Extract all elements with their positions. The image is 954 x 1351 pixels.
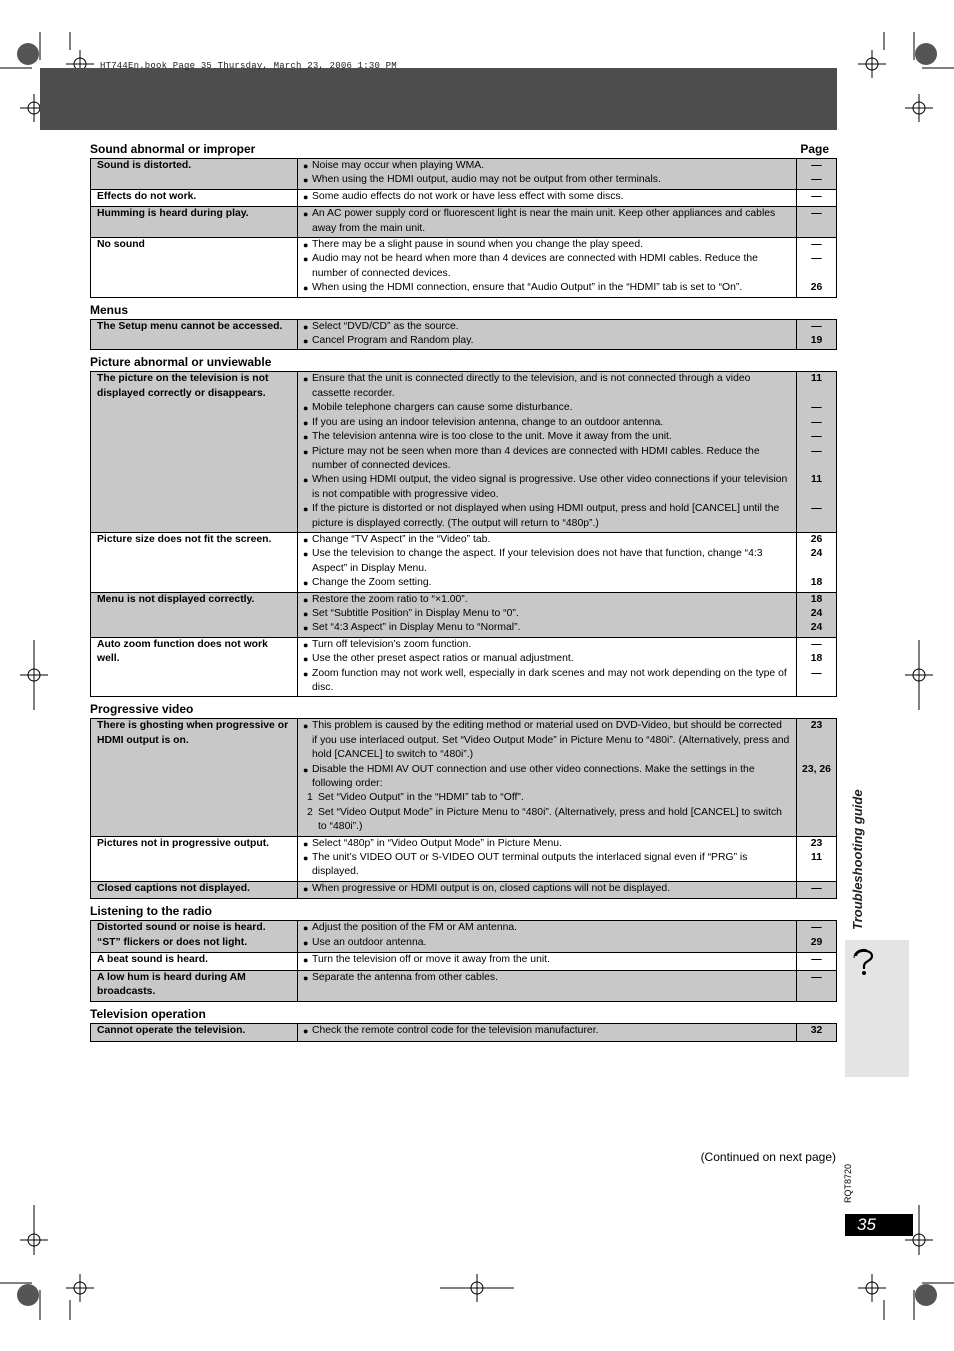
solution-text: Some audio effects do not work or have less effect with some discs. bbox=[312, 190, 624, 202]
table-row bbox=[91, 719, 837, 836]
problem-cell: Auto zoom function does not work well. bbox=[91, 637, 298, 697]
solution-text: If the picture is distorted or not displayed when using HDMI output, press and hold [CANCEL] until the picture is displayed correctly. (The output will return to “480p”.) bbox=[312, 503, 780, 529]
table-row bbox=[91, 319, 837, 350]
solution-cell bbox=[298, 637, 797, 697]
solution-text: Restore the zoom ratio to “×1.00”. bbox=[312, 593, 468, 605]
page-ref: — bbox=[811, 445, 822, 457]
step-number: 2 bbox=[307, 806, 313, 818]
solution-item bbox=[303, 207, 790, 236]
problem-cell: There is ghosting when progressive or HDMI output is on. bbox=[91, 719, 298, 836]
solution-item bbox=[303, 1024, 790, 1038]
page-ref-cell bbox=[797, 319, 837, 350]
solution-item bbox=[303, 936, 790, 950]
troubleshooting-content bbox=[90, 141, 837, 1046]
bullet-icon: ● bbox=[303, 1026, 309, 1037]
troubleshooting-table bbox=[90, 920, 837, 1002]
solution-text: Audio may not be heard when more than 4 devices are connected with HDMI cables. Reduce the number of connected devices. bbox=[312, 253, 758, 279]
solution-item bbox=[303, 719, 790, 762]
page-ref: 24 bbox=[810, 607, 823, 619]
solution-cell bbox=[298, 207, 797, 238]
bullet-icon: ● bbox=[303, 608, 309, 619]
problem-cell: Menu is not displayed correctly. bbox=[91, 592, 298, 637]
solution-text: There may be a slight pause in sound when you change the play speed. bbox=[312, 239, 643, 251]
bullet-icon: ● bbox=[303, 623, 309, 634]
section-title bbox=[90, 701, 837, 718]
solution-cell bbox=[298, 319, 797, 350]
section-title-text: Sound abnormal or improper bbox=[90, 142, 256, 156]
page-ref: — bbox=[811, 402, 822, 414]
page-ref: — bbox=[811, 320, 822, 332]
page-ref: 11 bbox=[811, 373, 822, 385]
page-ref: — bbox=[811, 239, 822, 251]
table-row bbox=[91, 921, 837, 953]
solution-text: Change “TV Aspect” in the “Video” tab. bbox=[312, 533, 491, 545]
problem-cell: Humming is heard during play. bbox=[91, 207, 298, 238]
bullet-icon: ● bbox=[303, 191, 309, 202]
solution-cell bbox=[298, 970, 797, 1002]
solution-item bbox=[303, 173, 790, 187]
bullet-icon: ● bbox=[303, 161, 309, 171]
bullet-icon: ● bbox=[303, 853, 309, 864]
solution-item bbox=[303, 430, 790, 444]
page-ref-cell bbox=[797, 970, 837, 1002]
page-ref: 11 bbox=[811, 852, 822, 864]
bullet-icon: ● bbox=[303, 972, 309, 983]
bullet-icon: ● bbox=[303, 764, 309, 775]
problem-cell: The picture on the television is not displayed correctly or disappears. bbox=[91, 372, 298, 532]
solution-text: When using the HDMI connection, ensure that “Audio Output” in the “HDMI” tab is set to “On”. bbox=[312, 282, 743, 294]
solution-item bbox=[303, 334, 790, 348]
table-row bbox=[91, 207, 837, 238]
solution-text: Select “DVD/CD” as the source. bbox=[312, 320, 459, 332]
troubleshooting-table bbox=[90, 1023, 837, 1041]
solution-text: Disable the HDMI AV OUT connection and use other video connections. Make the settings in the following order: bbox=[312, 763, 755, 790]
page-ref-cell bbox=[797, 238, 837, 298]
bullet-icon: ● bbox=[303, 446, 309, 457]
solution-text: Set “4:3 Aspect” in Display Menu to “Normal”. bbox=[312, 622, 521, 634]
sidebar-title: Troubleshooting guide bbox=[850, 789, 865, 930]
solution-cell bbox=[298, 881, 797, 898]
table-row bbox=[91, 1024, 837, 1041]
table-row bbox=[91, 881, 837, 898]
solution-item bbox=[303, 445, 790, 474]
solution-text: Cancel Program and Random play. bbox=[312, 335, 474, 347]
troubleshooting-table bbox=[90, 158, 837, 298]
page-ref: 32 bbox=[810, 1025, 823, 1037]
page-ref-cell bbox=[797, 881, 837, 898]
problem-cell: Distorted sound or noise is heard. “ST” flickers or does not light. bbox=[91, 921, 298, 953]
section-title bbox=[90, 141, 837, 158]
solution-item bbox=[303, 502, 790, 531]
bullet-icon: ● bbox=[303, 534, 309, 545]
bullet-icon: ● bbox=[303, 668, 309, 679]
page-ref-cell bbox=[797, 592, 837, 637]
troubleshooting-table bbox=[90, 718, 837, 899]
page-ref-cell bbox=[797, 921, 837, 953]
bullet-icon: ● bbox=[303, 175, 309, 186]
solution-text: Set “Video Output Mode” in Picture Menu to “480i”. (Alternatively, press and hold [CANCEL] to switch to “480i”.) bbox=[318, 806, 782, 833]
page-ref: — bbox=[811, 638, 822, 650]
table-row bbox=[91, 637, 837, 697]
page-ref-cell bbox=[797, 836, 837, 881]
solution-item bbox=[303, 921, 790, 935]
problem-cell: No sound bbox=[91, 238, 298, 298]
problem-cell: Sound is distorted. bbox=[91, 159, 298, 190]
solution-item bbox=[303, 372, 790, 401]
solution-item bbox=[303, 238, 790, 252]
page-ref-cell bbox=[797, 953, 837, 970]
solution-item bbox=[303, 638, 790, 652]
bullet-icon: ● bbox=[303, 937, 309, 948]
solution-text: The television antenna wire is too close to the unit. Move it away from the unit. bbox=[312, 431, 672, 443]
page-ref: 18 bbox=[810, 593, 823, 605]
table-row bbox=[91, 189, 837, 206]
page-ref: 18 bbox=[810, 653, 823, 665]
solution-item bbox=[303, 159, 790, 173]
section-title-text: Menus bbox=[90, 302, 129, 317]
page-ref: — bbox=[811, 208, 822, 220]
bullet-icon: ● bbox=[303, 549, 309, 560]
continued-note: (Continued on next page) bbox=[700, 1150, 836, 1164]
problem-cell: The Setup menu cannot be accessed. bbox=[91, 319, 298, 350]
solution-item bbox=[303, 667, 790, 696]
solution-cell bbox=[298, 719, 797, 836]
page-number: 35 bbox=[845, 1214, 913, 1236]
section-title-text: Television operation bbox=[90, 1007, 206, 1022]
problem-cell: Closed captions not displayed. bbox=[91, 881, 298, 898]
problem-cell: A beat sound is heard. bbox=[91, 953, 298, 970]
problem-cell: Picture size does not fit the screen. bbox=[91, 532, 298, 592]
solution-item bbox=[303, 837, 790, 851]
table-row bbox=[91, 970, 837, 1002]
solution-text: Set “Video Output” in the “HDMI” tab to “Off”. bbox=[318, 792, 524, 804]
bullet-icon: ● bbox=[303, 578, 309, 589]
solution-item bbox=[303, 190, 790, 204]
step-number: 1 bbox=[307, 792, 313, 804]
table-row bbox=[91, 159, 837, 190]
section-title bbox=[90, 354, 837, 371]
solution-item bbox=[303, 851, 790, 880]
solution-text: Noise may occur when playing WMA. bbox=[312, 160, 485, 171]
bullet-icon: ● bbox=[303, 417, 309, 428]
page-ref: — bbox=[811, 174, 822, 186]
bullet-icon: ● bbox=[303, 504, 309, 515]
bullet-icon: ● bbox=[303, 883, 309, 894]
header-bar bbox=[40, 68, 837, 130]
page-ref-cell bbox=[797, 189, 837, 206]
bullet-icon: ● bbox=[303, 594, 309, 605]
solution-cell bbox=[298, 1024, 797, 1041]
page-ref: — bbox=[811, 667, 822, 679]
solution-cell bbox=[298, 372, 797, 532]
solution-text: When using the HDMI output, audio may not be output from other terminals. bbox=[312, 174, 661, 186]
problem-cell: Effects do not work. bbox=[91, 189, 298, 206]
problem-cell: A low hum is heard during AM broadcasts. bbox=[91, 970, 298, 1002]
doc-code: RQT8720 bbox=[843, 1163, 853, 1203]
table-row bbox=[91, 532, 837, 592]
table-row bbox=[91, 238, 837, 298]
bullet-icon: ● bbox=[303, 432, 309, 443]
page-ref-cell bbox=[797, 719, 837, 836]
page-ref bbox=[797, 806, 836, 835]
solution-text: Select “480p” in “Video Output Mode” in Picture Menu. bbox=[312, 837, 562, 849]
solution-item bbox=[303, 252, 790, 281]
page-ref-cell bbox=[797, 159, 837, 190]
section-title-text: Progressive video bbox=[90, 702, 194, 717]
bullet-icon: ● bbox=[303, 475, 309, 486]
solution-item bbox=[303, 652, 790, 666]
solution-item bbox=[303, 763, 790, 792]
bullet-icon: ● bbox=[303, 283, 309, 294]
solution-item bbox=[303, 547, 790, 576]
page-ref: — bbox=[811, 503, 822, 515]
solution-item bbox=[303, 416, 790, 430]
solution-text: Separate the antenna from other cables. bbox=[312, 971, 498, 983]
section-title bbox=[90, 903, 837, 920]
solution-item bbox=[303, 953, 790, 967]
page-ref: 24 bbox=[810, 622, 823, 634]
solution-cell bbox=[298, 189, 797, 206]
bullet-icon: ● bbox=[303, 321, 309, 332]
section-title-text: Listening to the radio bbox=[90, 904, 212, 919]
section-title bbox=[90, 302, 837, 319]
bullet-icon: ● bbox=[303, 374, 309, 385]
page-ref: — bbox=[811, 954, 822, 966]
solution-text: Use the other preset aspect ratios or manual adjustment. bbox=[312, 653, 574, 665]
troubleshooting-table bbox=[90, 371, 837, 697]
page-ref: 26 bbox=[810, 533, 823, 545]
solution-text: When progressive or HDMI output is on, closed captions will not be displayed. bbox=[312, 882, 671, 894]
table-row bbox=[91, 592, 837, 637]
solution-cell bbox=[298, 592, 797, 637]
solution-item bbox=[303, 576, 790, 590]
solution-item bbox=[303, 473, 790, 502]
page-ref-cell bbox=[797, 1024, 837, 1041]
page-ref: 11 bbox=[811, 474, 822, 486]
problem-cell: Cannot operate the television. bbox=[91, 1024, 298, 1041]
page-ref: 18 bbox=[810, 577, 823, 589]
solution-text: When using HDMI output, the video signal is progressive. Use other video connections if your television is not compatible with progressive video. bbox=[312, 474, 788, 500]
bullet-icon: ● bbox=[303, 838, 309, 849]
solution-item bbox=[303, 621, 790, 635]
solution-text: Ensure that the unit is connected directly to the television, and is not connected through a video cassette recorder. bbox=[312, 373, 751, 399]
solution-item bbox=[303, 791, 790, 805]
solution-cell bbox=[298, 953, 797, 970]
solution-item bbox=[303, 281, 790, 295]
page-ref-cell bbox=[797, 532, 837, 592]
bullet-icon: ● bbox=[303, 209, 309, 220]
solution-text: Zoom function may not work well, especially in dark scenes and may not work depending on the type of disc. bbox=[312, 667, 787, 693]
page-ref: 23 bbox=[810, 720, 823, 732]
troubleshooting-table bbox=[90, 319, 837, 351]
problem-cell: Pictures not in progressive output. bbox=[91, 836, 298, 881]
bullet-icon: ● bbox=[303, 336, 309, 347]
solution-cell bbox=[298, 159, 797, 190]
solution-text: Use an outdoor antenna. bbox=[312, 936, 427, 948]
page-ref: 24 bbox=[810, 548, 823, 560]
question-icon bbox=[851, 947, 877, 977]
solution-text: An AC power supply cord or fluorescent light is near the main unit. Keep other appliances and cables away from the main unit. bbox=[312, 208, 776, 234]
page-ref: 19 bbox=[810, 335, 823, 347]
solution-item bbox=[303, 882, 790, 896]
page-ref-cell bbox=[797, 372, 837, 532]
page-ref: — bbox=[811, 431, 822, 443]
page-ref: 23 bbox=[810, 837, 823, 849]
page-column-label: Page bbox=[800, 142, 829, 156]
page-ref: 29 bbox=[810, 936, 823, 948]
solution-text: Turn off television’s zoom function. bbox=[312, 638, 472, 650]
solution-cell bbox=[298, 836, 797, 881]
bullet-icon: ● bbox=[303, 254, 309, 265]
page-ref: — bbox=[811, 253, 822, 265]
solution-item bbox=[303, 593, 790, 607]
page-ref: 23, 26 bbox=[802, 763, 831, 775]
solution-item bbox=[303, 320, 790, 334]
bullet-icon: ● bbox=[303, 721, 309, 732]
solution-text: Turn the television off or move it away from the unit. bbox=[312, 954, 550, 966]
page-ref bbox=[797, 791, 836, 805]
bullet-icon: ● bbox=[303, 639, 309, 650]
page-ref: 26 bbox=[810, 282, 823, 294]
solution-item bbox=[303, 971, 790, 985]
solution-text: Check the remote control code for the television manufacturer. bbox=[312, 1025, 599, 1037]
solution-text: Change the Zoom setting. bbox=[312, 577, 432, 589]
solution-cell bbox=[298, 532, 797, 592]
solution-cell bbox=[298, 238, 797, 298]
table-row bbox=[91, 953, 837, 970]
bullet-icon: ● bbox=[303, 923, 309, 934]
solution-cell bbox=[298, 921, 797, 953]
bullet-icon: ● bbox=[303, 240, 309, 251]
page-ref: — bbox=[811, 160, 822, 171]
solution-text: The unit’s VIDEO OUT or S-VIDEO OUT terminal outputs the interlaced signal even if “PRG” is displayed. bbox=[312, 852, 748, 878]
solution-text: Picture may not be seen when more than 4 devices are connected with HDMI cables. Reduce the number of connected devices. bbox=[312, 445, 760, 471]
section-title bbox=[90, 1006, 837, 1023]
file-info: HT744En.book Page 35 Thursday, March 23, 2006 1:30 PM bbox=[100, 61, 397, 71]
bullet-icon: ● bbox=[303, 955, 309, 966]
page-ref: — bbox=[811, 190, 822, 202]
solution-text: This problem is caused by the editing method or material used on DVD-Video, but should be corrected if you use interlaced output. Set “Video Output Mode” in Picture Menu to “480i”. (Alternatively, press and hold [CANCEL] to switch to “480i”.) bbox=[312, 720, 790, 761]
page-ref-cell bbox=[797, 637, 837, 697]
page-ref: — bbox=[811, 882, 822, 894]
solution-item bbox=[303, 607, 790, 621]
section-title-text: Picture abnormal or unviewable bbox=[90, 355, 272, 370]
bullet-icon: ● bbox=[303, 654, 309, 665]
solution-item bbox=[303, 401, 790, 415]
solution-text: Set “Subtitle Position” in Display Menu to “0”. bbox=[312, 607, 519, 619]
page-ref: — bbox=[811, 971, 822, 983]
solution-item bbox=[303, 533, 790, 547]
solution-text: Use the television to change the aspect. If your television does not have that function, change “4:3 Aspect” in Display Menu. bbox=[312, 548, 763, 574]
table-row bbox=[91, 372, 837, 532]
page-ref: — bbox=[811, 416, 822, 428]
solution-text: Mobile telephone chargers can cause some disturbance. bbox=[312, 402, 573, 414]
page-ref-cell bbox=[797, 207, 837, 238]
solution-item bbox=[303, 806, 790, 835]
solution-text: If you are using an indoor television antenna, change to an outdoor antenna. bbox=[312, 416, 664, 428]
page-ref: — bbox=[811, 922, 822, 934]
table-row bbox=[91, 836, 837, 881]
solution-text: Adjust the position of the FM or AM antenna. bbox=[312, 922, 518, 934]
bullet-icon: ● bbox=[303, 403, 309, 414]
